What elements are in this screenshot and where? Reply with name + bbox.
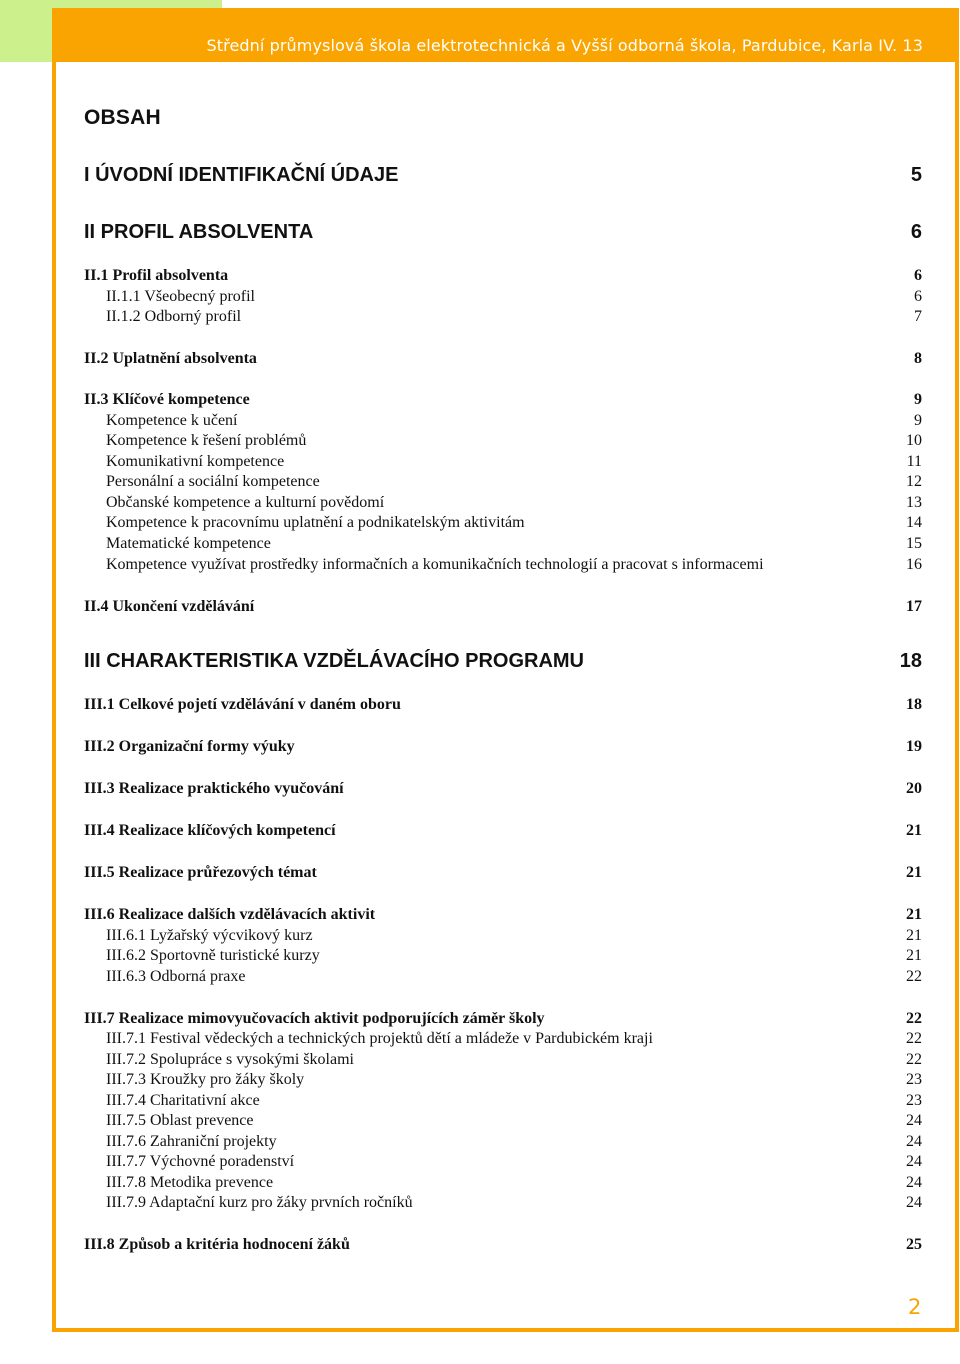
toc-entry[interactable] [84,1072,922,1088]
toc-entry-label: III.6.1 Lyžařský výcvikový kurz [106,927,313,944]
toc-entry[interactable] [84,599,922,615]
toc-entry-page: 22 [906,1010,922,1027]
toc-entry[interactable] [84,948,922,964]
toc-entry-page: 20 [906,780,922,797]
toc-entry-page: 9 [914,391,922,408]
toc-entry-label: III.7.2 Spolupráce s vysokými školami [106,1051,354,1068]
toc-entry-label: III.7.5 Oblast prevence [106,1112,254,1129]
toc-title: OBSAH [84,106,161,129]
toc-entry-label: Kompetence využívat prostředky informačních a komunikačních technologií a pracovat s informacemi [106,556,764,573]
toc-entry-page: 23 [906,1071,922,1088]
toc-entry[interactable] [84,1237,922,1253]
toc-entry-page: 8 [914,350,922,367]
toc-entry-page: 6 [914,288,922,305]
toc-entry[interactable] [84,413,922,429]
page-number: 2 [908,1295,922,1319]
toc-entry-label: Kompetence k řešení problémů [106,432,307,449]
toc-entry-label: III.7.3 Kroužky pro žáky školy [106,1071,305,1088]
toc-entry-label: III.5 Realizace průřezových témat [84,864,317,881]
toc-entry-label: III.7 Realizace mimovyučovacích aktivit podporujících záměr školy [84,1010,545,1027]
toc-entry-page: 24 [906,1174,922,1191]
toc-entry-page: 21 [906,822,922,839]
toc-entry[interactable] [84,928,922,944]
toc-entry[interactable] [84,454,922,470]
toc-entry-label: II.2 Uplatnění absolventa [84,350,257,367]
toc-entry-page: 21 [906,927,922,944]
toc-entry[interactable] [84,289,922,305]
toc-entry-page: 15 [906,535,922,552]
toc-entry[interactable] [84,515,922,531]
toc-entry-label: Personální a sociální kompetence [106,473,320,490]
toc-entry-page: 12 [906,473,922,490]
toc-entry-label: Občanské kompetence a kulturní povědomí [106,494,385,511]
toc-entry-label: II.1.2 Odborný profil [106,308,242,325]
toc-entry-label: III.6.3 Odborná praxe [106,968,246,985]
toc-entry[interactable] [84,1134,922,1150]
toc-entry[interactable] [84,433,922,449]
toc-entry-page: 14 [906,514,922,531]
toc-entry-label: III.7.6 Zahraniční projekty [106,1133,277,1150]
toc-entry-page: 25 [906,1236,922,1253]
toc-entry-label: III.7.7 Výchovné poradenství [106,1153,295,1170]
toc-entry-label: III.7.1 Festival vědeckých a technických projektů dětí a mládeže v Pardubickém kraji [106,1030,653,1047]
toc-entry[interactable] [84,268,922,284]
toc-entry-label: III.1 Celkové pojetí vzdělávání v daném oboru [84,696,401,713]
toc-entry-label: II.1 Profil absolventa [84,267,229,284]
toc-entry[interactable] [84,222,922,242]
toc-entry-page: 22 [906,1030,922,1047]
toc-entry-page: 18 [906,696,922,713]
toc-entry-page: 17 [906,598,922,615]
toc-entry-page: 7 [914,308,922,325]
toc-entry-label: Kompetence k pracovnímu uplatnění a podnikatelským aktivitám [106,514,525,531]
toc-entry-page: 24 [906,1112,922,1129]
toc-entry[interactable] [84,309,922,325]
toc-entry[interactable] [84,1175,922,1191]
toc-entry[interactable] [84,495,922,511]
toc-entry[interactable] [84,1093,922,1109]
toc-entry[interactable] [84,351,922,367]
toc-entry-label: Komunikativní kompetence [106,453,285,470]
toc-entry[interactable] [84,739,922,755]
toc-entry-label: Kompetence k učení [106,412,238,429]
toc-entry-page: 13 [906,494,922,511]
toc-entry-page: 21 [906,947,922,964]
toc-entry-page: 24 [906,1133,922,1150]
toc-entry-page: 21 [906,906,922,923]
toc-entry[interactable] [84,1195,922,1211]
toc-entry-page: 9 [914,412,922,429]
toc-entry-label: III.4 Realizace klíčových kompetencí [84,822,336,839]
header-text: Střední průmyslová škola elektrotechnická a Vyšší odborná škola, Pardubice, Karla IV. 13 [206,36,923,55]
toc-entry-label: III CHARAKTERISTIKA VZDĚLÁVACÍHO PROGRAMU [84,650,584,672]
toc-entry[interactable] [84,1011,922,1027]
toc-entry[interactable] [84,536,922,552]
toc-entry-label: III.7.9 Adaptační kurz pro žáky prvních ročníků [106,1194,413,1211]
toc-entry[interactable] [84,165,922,185]
toc-entry[interactable] [84,781,922,797]
toc-entry-label: III.6 Realizace dalších vzdělávacích aktivit [84,906,376,923]
toc-entry[interactable] [84,823,922,839]
toc-entry-page: 10 [906,432,922,449]
toc-entry-label: III.2 Organizační formy výuky [84,738,295,755]
toc-entry[interactable] [84,651,922,671]
toc-entry[interactable] [84,1052,922,1068]
toc-entry-label: II.1.1 Všeobecný profil [106,288,255,305]
toc-entry[interactable] [84,1031,922,1047]
toc-entry-page: 11 [906,453,922,470]
toc-entry-label: II.3 Klíčové kompetence [84,391,250,408]
toc-entry-label: II PROFIL ABSOLVENTA [84,221,314,243]
toc-entry-label: III.7.4 Charitativní akce [106,1092,260,1109]
toc-entry[interactable] [84,969,922,985]
toc-entry-label: II.4 Ukončení vzdělávání [84,598,255,615]
toc-entry[interactable] [84,474,922,490]
toc-entry-page: 18 [899,650,922,672]
toc-entry-page: 22 [906,968,922,985]
toc-entry-label: III.6.2 Sportovně turistické kurzy [106,947,320,964]
toc-entry[interactable] [84,1154,922,1170]
toc-entry-page: 24 [906,1153,922,1170]
toc-entry[interactable] [84,865,922,881]
toc-entry-label: III.3 Realizace praktického vyučování [84,780,344,797]
toc-entry-label: III.7.8 Metodika prevence [106,1174,274,1191]
toc-entry-label: I ÚVODNÍ IDENTIFIKAČNÍ ÚDAJE [84,164,399,186]
toc-entry-page: 16 [906,556,922,573]
toc-entry[interactable] [84,907,922,923]
toc-entry[interactable] [84,392,922,408]
toc-entry-page: 6 [910,221,922,243]
toc-entry-page: 23 [906,1092,922,1109]
toc-entry[interactable] [84,557,922,573]
toc-entry-page: 5 [910,164,922,186]
toc-entry-label: III.8 Způsob a kritéria hodnocení žáků [84,1236,350,1253]
toc-entry-page: 6 [914,267,922,284]
toc-entry[interactable] [84,1113,922,1129]
toc-entry-page: 22 [906,1051,922,1068]
toc-entry-label: Matematické kompetence [106,535,271,552]
toc-entry[interactable] [84,697,922,713]
toc-entry-page: 24 [906,1194,922,1211]
toc-entry-page: 21 [906,864,922,881]
toc-entry-page: 19 [906,738,922,755]
